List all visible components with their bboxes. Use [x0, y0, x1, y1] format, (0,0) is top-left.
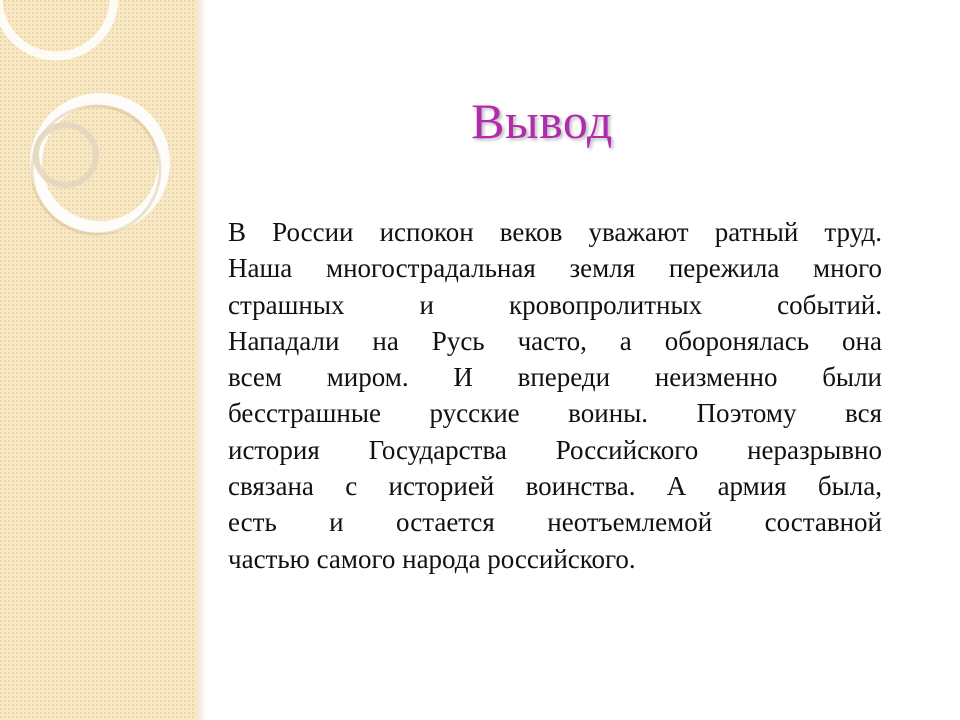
large-ring-decoration — [0, 0, 114, 56]
paragraph-line: частью самого народа российского. — [228, 543, 636, 574]
conclusion-paragraph — [228, 214, 882, 577]
slide-title: Вывод — [471, 92, 613, 149]
paragraph-line: В России испокон веков уважают ратный труд. — [228, 217, 882, 247]
paragraph-line: Нападали на Русь часто, а оборонялась она — [228, 325, 882, 356]
paragraph-line: бесстрашные русские воины. Поэтому вся — [228, 398, 882, 429]
paragraph-line: страшных и кровопролитных событий. — [228, 289, 882, 320]
paragraph-line: есть и остается неотъемлемой составной — [228, 507, 882, 538]
paragraph-line: всем миром. И впереди неизменно были — [228, 362, 882, 393]
paragraph-line: связана с историей воинства. А армия была, — [228, 471, 882, 502]
paragraph-line: история Государства Российского неразрывно — [228, 434, 882, 465]
paragraph-line: Наша многострадальная земля пережила много — [228, 253, 882, 284]
